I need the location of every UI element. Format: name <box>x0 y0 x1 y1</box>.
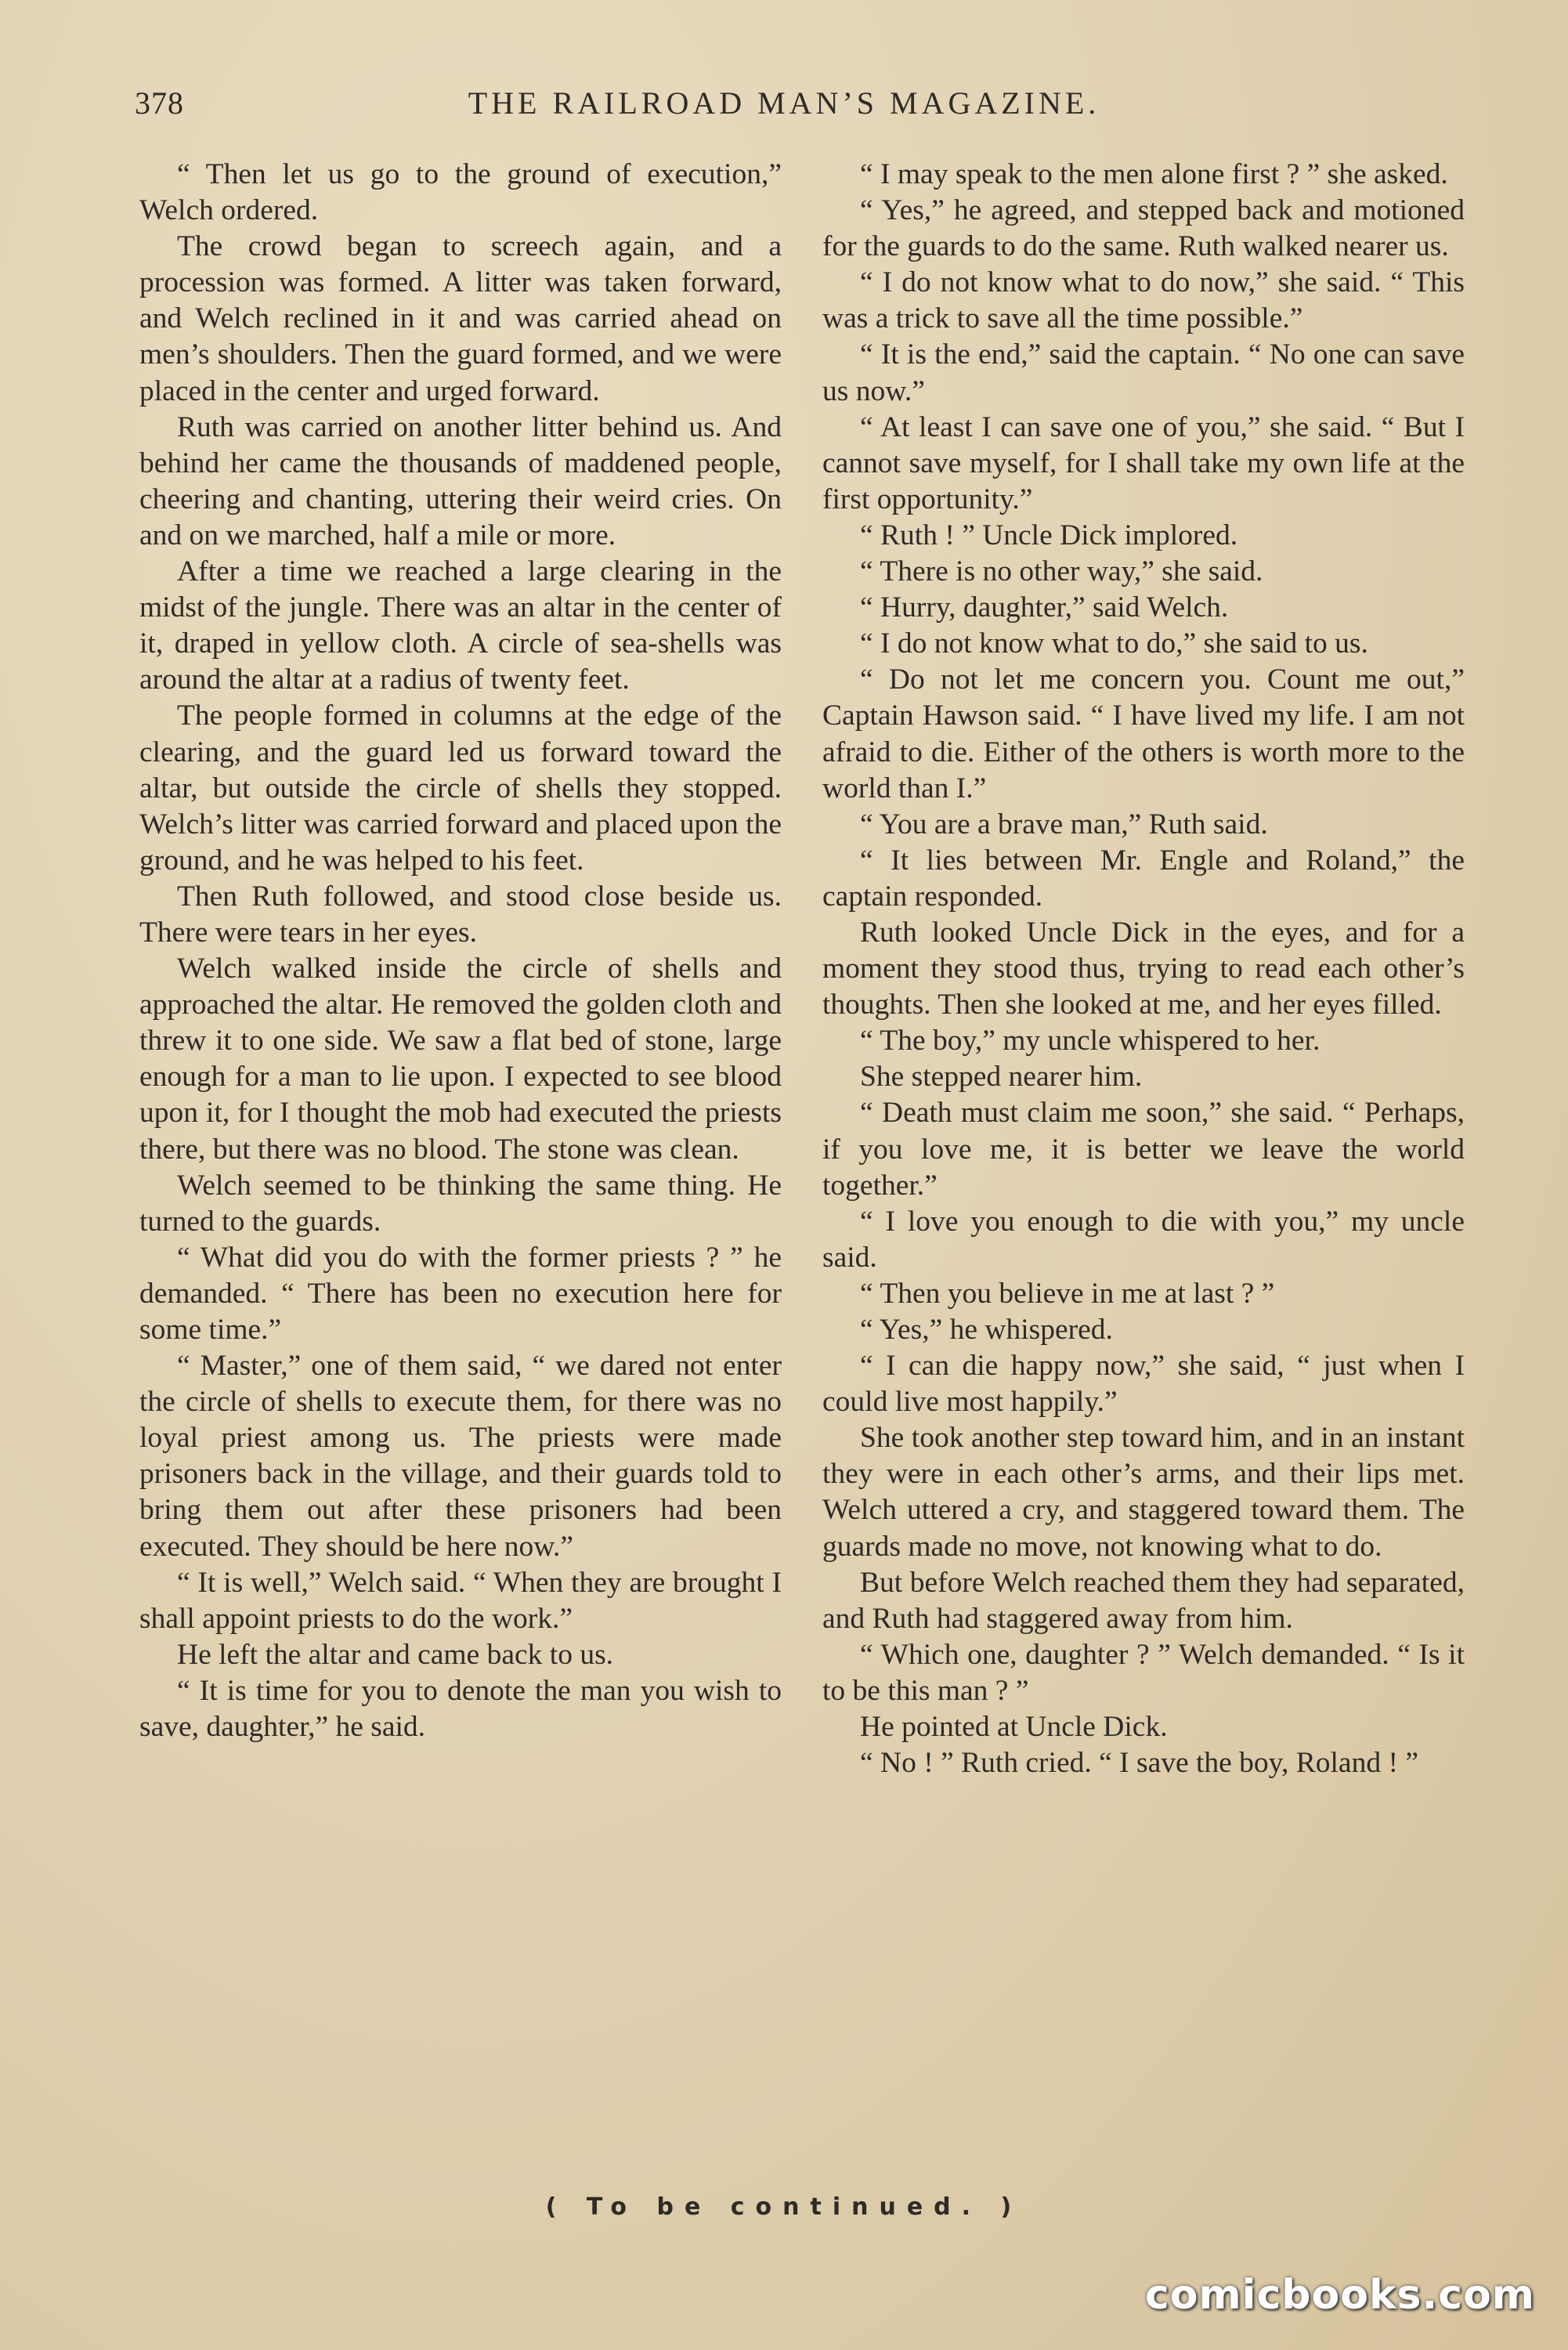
paragraph: “ I love you enough to die with you,” my uncle said. <box>822 1205 1465 1274</box>
paragraph: “ I do not know what to do,” she said to us. <box>860 627 1368 660</box>
paragraph: “ Then let us go to the ground of execution,” Welch ordered. <box>139 158 782 227</box>
paragraph: “ Then you believe in me at last ? ” <box>860 1277 1275 1310</box>
paragraph: “ The boy,” my uncle whispered to her. <box>860 1025 1321 1058</box>
paragraph: But before Welch reached them they had separated, and Ruth had staggered away from him. <box>822 1566 1465 1635</box>
paragraph: “ It is time for you to denote the man you wish to save, daughter,” he said. <box>139 1674 782 1744</box>
paragraph: Then Ruth followed, and stood close beside us. There were tears in her eyes. <box>139 880 782 949</box>
running-head: THE RAILROAD MAN’S MAGAZINE. <box>468 85 1100 121</box>
watermark: comicbooks.com <box>1144 2272 1535 2319</box>
page-number: 378 <box>135 85 184 121</box>
paragraph: Ruth looked Uncle Dick in the eyes, and for a moment they stood thus, trying to read each other’s thoughts. Then she looked at me, and her eyes filled. <box>822 916 1465 1021</box>
paragraph: He left the altar and came back to us. <box>177 1638 614 1671</box>
paragraph: The people formed in columns at the edge of the clearing, and the guard led us forward toward the altar, but outside the circle of shells they stopped. Welch’s litter was carried forward and placed upon the ground, and he was helped to his feet. <box>139 700 782 877</box>
paragraph: “ I may speak to the men alone first ? ” she asked. <box>860 158 1448 190</box>
paragraph: “ Which one, daughter ? ” Welch demanded. “ Is it to be this man ? ” <box>822 1638 1465 1707</box>
to-be-continued: ( To be continued. ) <box>545 2193 1023 2221</box>
paragraph: “ Yes,” he whispered. <box>860 1314 1113 1346</box>
paragraph: After a time we reached a large clearing in the midst of the jungle. There was an altar in the center of it, draped in yellow cloth. A circle of sea-shells was around the altar at a radius of twenty feet. <box>139 555 782 696</box>
paragraph: “ There is no other way,” she said. <box>860 555 1263 588</box>
paragraph: “ You are a brave man,” Ruth said. <box>860 808 1268 841</box>
paragraph: “ Ruth ! ” Uncle Dick implored. <box>860 519 1238 551</box>
paragraph: “ What did you do with the former priests ? ” he demanded. “ There has been no execution here for some time.” <box>139 1241 782 1346</box>
paragraph: “ It is the end,” said the captain. “ No one can save us now.” <box>822 338 1465 407</box>
paragraph: Welch walked inside the circle of shells and approached the altar. He removed the golden cloth and threw it to one side. We saw a flat bed of stone, large enough for a man to lie upon. I expected to see blood upon it, for I thought the mob had executed the priests there, but there was no blood. The stone was clean. <box>139 953 782 1166</box>
paragraph: She took another step toward him, and in an instant they were in each other’s arms, and their lips met. Welch uttered a cry, and staggered toward them. The guards made no move, not knowing what to do. <box>822 1422 1465 1563</box>
paragraph: Welch seemed to be thinking the same thing. He turned to the guards. <box>139 1169 782 1238</box>
paragraph: “ I do not know what to do now,” she said. “ This was a trick to save all the time possible.” <box>822 266 1465 335</box>
paragraph: “ At least I can save one of you,” she said. “ But I cannot save myself, for I shall take my own life at the first opportunity.” <box>822 410 1465 515</box>
paragraph: “ Master,” one of them said, “ we dared not enter the circle of shells to execute them, for there was no loyal priest among us. The priests were made prisoners back in the village, and their guards told to bring them out after these prisoners had been executed. They should be here now.” <box>139 1350 782 1563</box>
paragraph: “ I can die happy now,” she said, “ just when I could live most happily.” <box>822 1350 1465 1419</box>
paragraph: “ It lies between Mr. Engle and Roland,” the captain responded. <box>822 844 1465 913</box>
paragraph: “ Death must claim me soon,” she said. “ Perhaps, if you love me, it is better we leave the world together.” <box>822 1097 1465 1202</box>
paragraph: The crowd began to screech again, and a procession was formed. A litter was taken forward, and Welch reclined in it and was carried ahead on men’s shoulders. Then the guard formed, and we were placed in the center and urged forward. <box>139 230 782 407</box>
left-column <box>139 157 782 1745</box>
paragraph: “ It is well,” Welch said. “ When they are brought I shall appoint priests to do the work.” <box>139 1566 782 1635</box>
paragraph: “ No ! ” Ruth cried. “ I save the boy, Roland ! ” <box>860 1747 1418 1780</box>
paragraph: “ Yes,” he agreed, and stepped back and motioned for the guards to do the same. Ruth walked nearer us. <box>822 194 1465 263</box>
right-column <box>822 157 1465 1781</box>
paragraph: Ruth was carried on another litter behind us. And behind her came the thousands of maddened people, cheering and chanting, uttering their weird cries. On and on we marched, half a mile or more. <box>139 410 782 551</box>
paragraph: “ Hurry, daughter,” said Welch. <box>860 591 1229 624</box>
paragraph: She stepped nearer him. <box>860 1061 1143 1094</box>
paragraph: He pointed at Uncle Dick. <box>860 1711 1168 1744</box>
paragraph: “ Do not let me concern you. Count me out,” Captain Hawson said. “ I have lived my life. I am not afraid to die. Either of the others is worth more to the world than I.” <box>822 663 1465 804</box>
